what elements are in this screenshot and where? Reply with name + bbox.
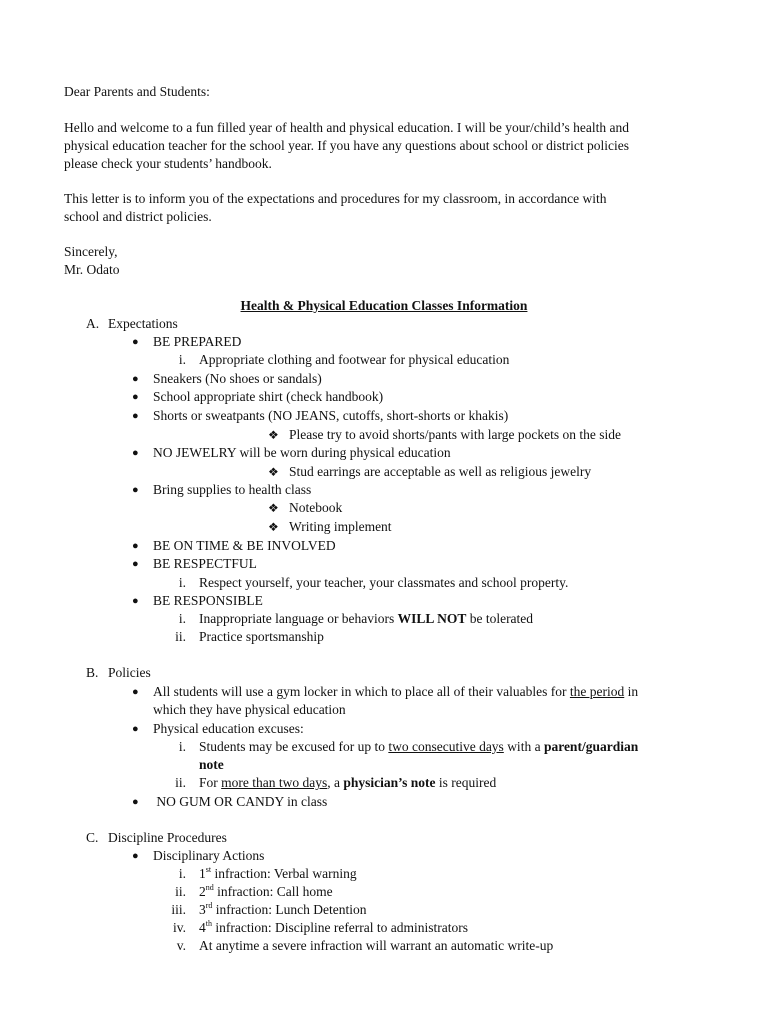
respectful-subitem: Respect yourself, your teacher, your classmates and school property.	[199, 575, 569, 590]
diamond-bullet-icon: ❖	[268, 520, 279, 534]
roman-numeral: v.	[176, 938, 186, 953]
responsible-subitem-1	[199, 611, 533, 627]
expectation-respectful: BE RESPECTFUL	[153, 556, 257, 571]
expectation-shorts: Shorts or sweatpants (NO JEANS, cutoffs, short-shorts or khakis)	[153, 408, 509, 423]
bullet-icon: ●	[132, 410, 139, 422]
bullet-icon: ●	[132, 686, 139, 698]
roman-numeral: iv.	[173, 920, 186, 935]
purpose-line-2: school and district policies.	[64, 209, 212, 224]
excuse-subitem-1	[199, 739, 638, 755]
infraction-item	[199, 902, 367, 918]
infraction-ordinal: 4	[199, 920, 206, 935]
policy-no-gum: NO GUM OR CANDY in class	[153, 794, 328, 809]
expectation-jewelry: NO JEWELRY will be worn during physical education	[153, 445, 451, 460]
roman-numeral: i.	[178, 352, 186, 367]
bullet-icon: ●	[132, 558, 139, 570]
infraction-item	[199, 866, 357, 882]
intro-line-3: please check your students’ handbook.	[64, 156, 272, 171]
ordinal-suffix: st	[205, 864, 212, 874]
bullet-icon: ●	[132, 447, 139, 459]
roman-numeral: i.	[178, 611, 186, 626]
infraction-text: infraction: Call home	[213, 884, 333, 899]
excuse-subitem-2	[199, 775, 496, 791]
excuse-2-text-mid: , a	[327, 775, 344, 790]
supply-writing-implement: Writing implement	[289, 519, 392, 534]
roman-numeral: i.	[178, 739, 186, 754]
excuse-subitem-1-line-2: note	[199, 757, 224, 772]
locker-text-underline: the period	[569, 684, 625, 699]
intro-line-2: physical education teacher for the school year. If you have any questions about school or district policies	[64, 138, 629, 153]
section-c-title: Discipline Procedures	[108, 830, 227, 845]
be-prepared-subitem: Appropriate clothing and footwear for physical education	[199, 352, 510, 367]
bullet-icon: ●	[132, 723, 139, 735]
section-heading: Health & Physical Education Classes Information	[240, 298, 528, 313]
bullet-icon: ●	[132, 336, 139, 348]
ordinal-suffix: nd	[205, 882, 214, 892]
infraction-text: infraction: Discipline referral to administrators	[211, 920, 469, 935]
expectation-be-prepared: BE PREPARED	[153, 334, 242, 349]
section-c-letter: C.	[86, 830, 99, 845]
shorts-note: Please try to avoid shorts/pants with large pockets on the side	[289, 427, 621, 442]
excuse-2-text-post: is required	[435, 775, 497, 790]
excuse-1-text-underline: two consecutive days	[388, 739, 504, 754]
locker-text-post: in	[624, 684, 639, 699]
infraction-item	[199, 920, 468, 936]
diamond-bullet-icon: ❖	[268, 428, 279, 442]
responsible-subitem-2: Practice sportsmanship	[199, 629, 324, 644]
diamond-bullet-icon: ❖	[268, 501, 279, 515]
supply-notebook: Notebook	[289, 500, 343, 515]
excuse-1-text-mid: with a	[503, 739, 544, 754]
responsible-text-bold: WILL NOT	[397, 611, 467, 626]
infraction-ordinal: 1	[199, 866, 206, 881]
infraction-text: infraction: Lunch Detention	[212, 902, 367, 917]
diamond-bullet-icon: ❖	[268, 465, 279, 479]
bullet-icon: ●	[132, 850, 139, 862]
infraction-ordinal: 2	[199, 884, 206, 899]
policy-locker-line-2: which they have physical education	[153, 702, 346, 717]
infraction-item	[199, 938, 553, 954]
section-a-title: Expectations	[108, 316, 178, 331]
section-a-letter: A.	[86, 316, 100, 331]
excuse-1-text-bold: parent/guardian	[543, 739, 639, 754]
bullet-icon: ●	[132, 373, 139, 385]
section-b-letter: B.	[86, 665, 99, 680]
bullet-icon: ●	[132, 595, 139, 607]
locker-text-pre: All students will use a gym locker in which to place all of their valuables for	[153, 684, 570, 699]
infraction-text: At anytime a severe infraction will warrant an automatic write-up	[199, 938, 554, 953]
responsible-text-post: be tolerated	[466, 611, 534, 626]
signature: Mr. Odato	[64, 262, 120, 277]
policy-excuses: Physical education excuses:	[153, 721, 304, 736]
bullet-icon: ●	[132, 796, 139, 808]
intro-line-1: Hello and welcome to a fun filled year of health and physical education. I will be your/child’s health and	[64, 120, 629, 135]
bullet-icon: ●	[132, 484, 139, 496]
roman-numeral: ii.	[175, 629, 186, 644]
infraction-text: infraction: Verbal warning	[211, 866, 357, 881]
expectation-on-time: BE ON TIME & BE INVOLVED	[153, 538, 336, 553]
valediction: Sincerely,	[64, 244, 118, 259]
bullet-icon: ●	[132, 540, 139, 552]
policy-locker	[153, 684, 638, 700]
excuse-1-text-pre: Students may be excused for up to	[199, 739, 389, 754]
greeting: Dear Parents and Students:	[64, 84, 210, 99]
infraction-item	[199, 884, 333, 900]
expectation-supplies: Bring supplies to health class	[153, 482, 312, 497]
jewelry-note: Stud earrings are acceptable as well as religious jewelry	[289, 464, 592, 479]
ordinal-suffix: rd	[205, 900, 213, 910]
roman-numeral: ii.	[175, 884, 186, 899]
disciplinary-actions: Disciplinary Actions	[153, 848, 265, 863]
section-b-title: Policies	[108, 665, 151, 680]
roman-numeral: i.	[178, 866, 186, 881]
bullet-icon: ●	[132, 391, 139, 403]
expectation-responsible: BE RESPONSIBLE	[153, 593, 263, 608]
excuse-2-text-bold: physician’s note	[343, 775, 436, 790]
expectation-shirt: School appropriate shirt (check handbook)	[153, 389, 384, 404]
expectation-sneakers: Sneakers (No shoes or sandals)	[153, 371, 322, 386]
purpose-line-1: This letter is to inform you of the expectations and procedures for my classroom, in accordance with	[64, 191, 607, 206]
ordinal-suffix: th	[205, 918, 212, 928]
roman-numeral: iii.	[171, 902, 186, 917]
excuse-2-text-underline: more than two days	[221, 775, 328, 790]
roman-numeral: ii.	[175, 775, 186, 790]
roman-numeral: i.	[178, 575, 186, 590]
responsible-text-pre: Inappropriate language or behaviors	[199, 611, 398, 626]
infraction-ordinal: 3	[199, 902, 206, 917]
excuse-2-text-pre: For	[199, 775, 222, 790]
